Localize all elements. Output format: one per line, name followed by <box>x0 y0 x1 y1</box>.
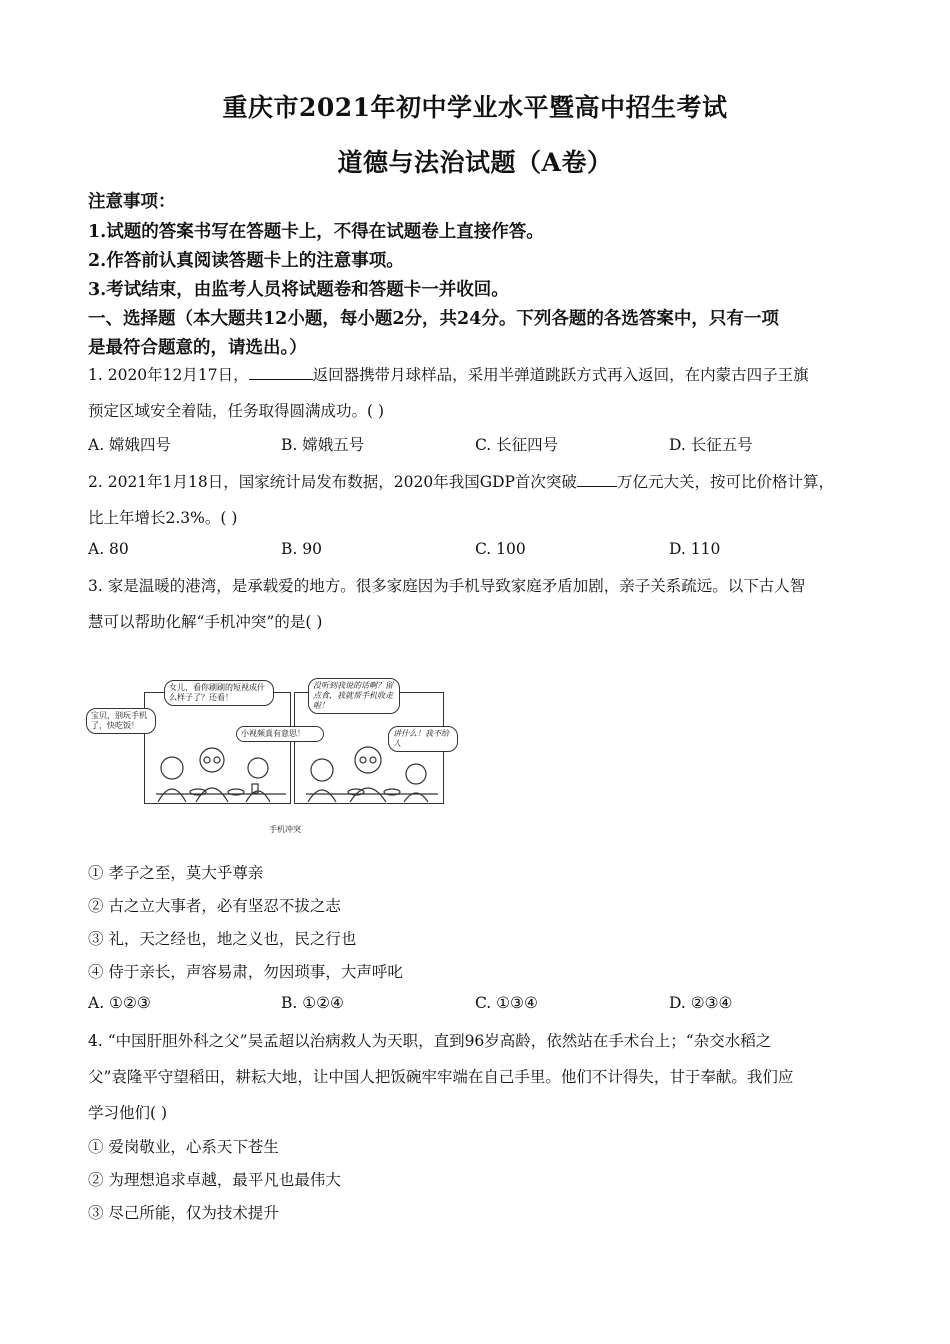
notice-heading: 注意事项： <box>88 192 176 212</box>
exam-subtitle: 道德与法治试题（A卷） <box>337 148 613 177</box>
question-4-statement: ③ 尽己所能，仅为技术提升 <box>88 1204 279 1222</box>
section-heading-cont: 是最符合题意的，请选出。） <box>88 338 307 358</box>
question-3-statement: ② 古之立大事者，必有坚忍不拔之志 <box>88 897 341 915</box>
question-2-stem-part2: 万亿元大关，按可比价格计算， <box>616 473 834 491</box>
cartoon-illustration <box>86 676 452 836</box>
question-2-option-c: C. 100 <box>475 540 526 558</box>
speech-bubble: 讲什么！我不给人 <box>388 726 458 752</box>
question-1-option-c: C. 长征四号 <box>475 436 559 454</box>
question-3-option-b: B. ①②④ <box>281 994 344 1012</box>
question-4-stem: 4. “中国肝胆外科之父”吴孟超以治病救人为天职，直到96岁高龄，依然站在手术台上；“杂交水稻之 <box>88 1032 772 1050</box>
speech-bubble: 女儿，看你刷刷的短视成什么样子了？还看！ <box>164 680 274 706</box>
question-3-stem: 3. 家是温暖的港湾，是承载爱的地方。很多家庭因为手机导致家庭矛盾加剧，亲子关系疏远。以下古人智 <box>88 577 806 595</box>
speech-bubble: 没听到我说的话啊？留点食，我就帮手机收走啦！ <box>308 678 400 714</box>
speech-bubble: 宝贝，别玩手机了，快吃饭！ <box>86 708 156 734</box>
question-1-stem-part1: 1. 2020年12月17日， <box>88 366 249 384</box>
question-3-option-d: D. ②③④ <box>669 994 733 1012</box>
question-1-option-d: D. 长征五号 <box>669 436 753 454</box>
question-2-stem-line2: 比上年增长2.3%。( ) <box>88 509 238 527</box>
question-2-stem <box>88 470 834 492</box>
answer-blank <box>577 472 617 487</box>
question-4-stem-line3: 学习他们( ) <box>88 1104 168 1122</box>
question-3-stem-line2: 慧可以帮助化解“手机冲突”的是( ) <box>88 613 323 631</box>
question-1-stem-part2: 返回器携带月球样品，采用半弹道跳跃方式再入返回，在内蒙古四子王旗 <box>312 366 809 384</box>
question-3-statement: ③ 礼，天之经也，地之义也，民之行也 <box>88 930 357 948</box>
question-3-statement: ① 孝子之至，莫大乎尊亲 <box>88 864 264 882</box>
notice-item: 1.试题的答案书写在答题卡上，不得在试题卷上直接作答。 <box>88 222 544 242</box>
question-1-stem-line2: 预定区域安全着陆，任务取得圆满成功。( ) <box>88 402 385 420</box>
exam-title: 重庆市2021年初中学业水平暨高中招生考试 <box>222 93 728 122</box>
section-heading: 一、选择题（本大题共12小题，每小题2分，共24分。下列各题的各选答案中，只有一项 <box>88 309 779 329</box>
question-4-stem-line2: 父”袁隆平守望稻田，耕耘大地，让中国人把饭碗牢牢端在自己手里。他们不计得失，甘于奉献。我们应 <box>88 1068 794 1086</box>
cartoon-caption: 手机冲突 <box>269 825 301 834</box>
answer-blank <box>249 365 313 380</box>
notice-item: 3.考试结束，由监考人员将试题卷和答题卡一并收回。 <box>88 280 509 300</box>
speech-bubble: 小视频真有意思！ <box>236 726 324 742</box>
question-3-option-c: C. ①③④ <box>475 994 538 1012</box>
question-1-option-a: A. 嫦娥四号 <box>88 436 172 454</box>
question-3-option-a: A. ①②③ <box>88 994 151 1012</box>
question-2-option-b: B. 90 <box>281 540 322 558</box>
question-2-option-a: A. 80 <box>88 540 129 558</box>
notice-item: 2.作答前认真阅读答题卡上的注意事项。 <box>88 251 404 271</box>
question-2-stem-part1: 2. 2021年1月18日，国家统计局发布数据，2020年我国GDP首次突破 <box>88 473 577 491</box>
question-1-stem <box>88 363 809 385</box>
question-4-statement: ① 爱岗敬业，心系天下苍生 <box>88 1138 279 1156</box>
question-3-statement: ④ 侍于亲长，声容易肃，勿因琐事，大声呼叱 <box>88 963 403 981</box>
question-2-option-d: D. 110 <box>669 540 721 558</box>
question-4-statement: ② 为理想追求卓越，最平凡也最伟大 <box>88 1171 341 1189</box>
question-1-option-b: B. 嫦娥五号 <box>281 436 365 454</box>
